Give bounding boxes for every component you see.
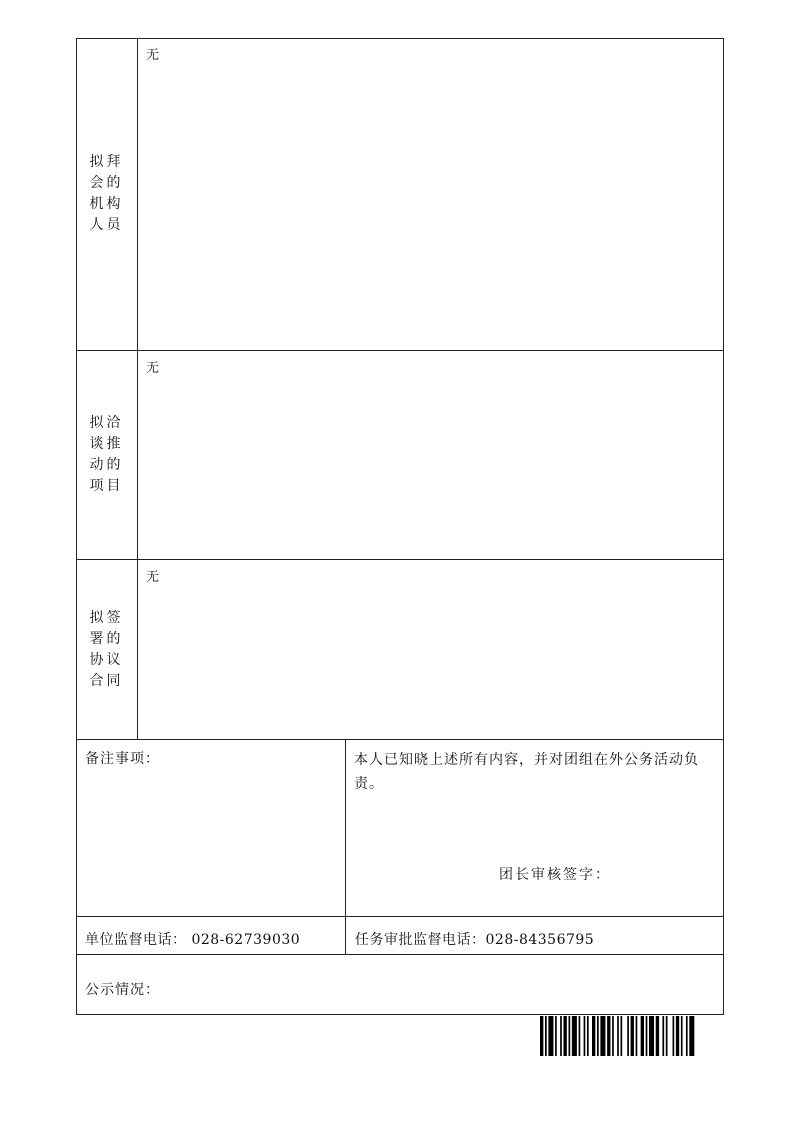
barcode-bar	[641, 1016, 644, 1056]
unit-supervision-phone: 单位监督电话： 028-62739030	[85, 932, 301, 948]
barcode-bar	[563, 1016, 566, 1056]
acknowledgement-text: 本人已知晓上述所有内容，并对团组在外公务活动负责。	[354, 752, 699, 792]
label-line: 协议	[89, 651, 124, 668]
acknowledgement-cell	[346, 740, 724, 916]
remarks-cell	[76, 740, 346, 916]
barcode-bar	[646, 1016, 648, 1056]
section-content: 无	[146, 570, 160, 585]
publicity-label: 公示情况：	[85, 982, 160, 998]
barcode-bar	[560, 1016, 562, 1056]
barcode-bar	[569, 1016, 571, 1056]
barcode-bar	[555, 1016, 557, 1056]
barcode-bar	[607, 1016, 610, 1056]
barcode-bar	[545, 1016, 547, 1056]
section-label-cell	[76, 38, 138, 350]
barcode-bar	[579, 1016, 581, 1056]
barcode-bar	[673, 1016, 675, 1056]
task-supervision-phone: 任务审批监督电话：028-84356795	[355, 932, 595, 948]
barcode-bar	[617, 1016, 619, 1056]
phones-row	[76, 916, 724, 954]
label-line: 项目	[89, 478, 124, 494]
barcode-bar	[662, 1016, 664, 1056]
barcode-bar	[681, 1016, 683, 1056]
label-line: 合同	[89, 672, 124, 689]
task-phone-cell	[346, 917, 724, 954]
barcode-bar	[548, 1016, 553, 1056]
label-line: 会的	[89, 175, 124, 191]
section-label-cell	[76, 560, 138, 739]
section-institutions	[76, 38, 724, 350]
barcode-bar	[597, 1016, 599, 1056]
label-line: 拟签	[89, 609, 124, 626]
section-label	[90, 413, 124, 497]
publicity-row	[76, 954, 724, 1015]
barcode-bar	[540, 1016, 543, 1056]
unit-phone-cell	[76, 917, 346, 954]
remarks-row	[76, 739, 724, 916]
section-label	[90, 152, 124, 236]
barcode-bar	[686, 1016, 688, 1056]
section-projects	[76, 350, 724, 559]
barcode-bar	[649, 1016, 654, 1056]
barcode-bar	[612, 1016, 614, 1056]
section-label-cell	[76, 351, 138, 559]
leader-signature-label: 团长审核签字：	[499, 867, 611, 883]
barcode	[540, 1016, 696, 1056]
barcode-bar	[689, 1016, 694, 1056]
barcode-bar	[621, 1016, 623, 1056]
label-line: 谈推	[89, 436, 124, 452]
barcode-bar	[584, 1016, 586, 1056]
label-line: 署的	[89, 630, 124, 647]
label-line: 拟洽	[89, 415, 124, 431]
section-label	[90, 608, 124, 692]
barcode-bar	[587, 1016, 589, 1056]
barcode-bar	[627, 1016, 629, 1056]
barcode-bar	[631, 1016, 634, 1056]
label-line: 拟拜	[89, 154, 124, 170]
section-content: 无	[146, 48, 160, 63]
barcode-bar	[572, 1016, 577, 1056]
label-line: 机构	[89, 196, 124, 212]
remarks-title: 备注事项：	[85, 751, 160, 767]
barcode-bar	[636, 1016, 638, 1056]
barcode-bar	[592, 1016, 595, 1056]
section-agreements	[76, 559, 724, 739]
barcode-bar	[676, 1016, 679, 1056]
barcode-bar	[666, 1016, 668, 1056]
section-content: 无	[146, 361, 160, 376]
barcode-bar	[656, 1016, 659, 1056]
label-line: 动的	[89, 457, 124, 473]
barcode-bar	[600, 1016, 605, 1056]
label-line: 人员	[89, 217, 124, 233]
